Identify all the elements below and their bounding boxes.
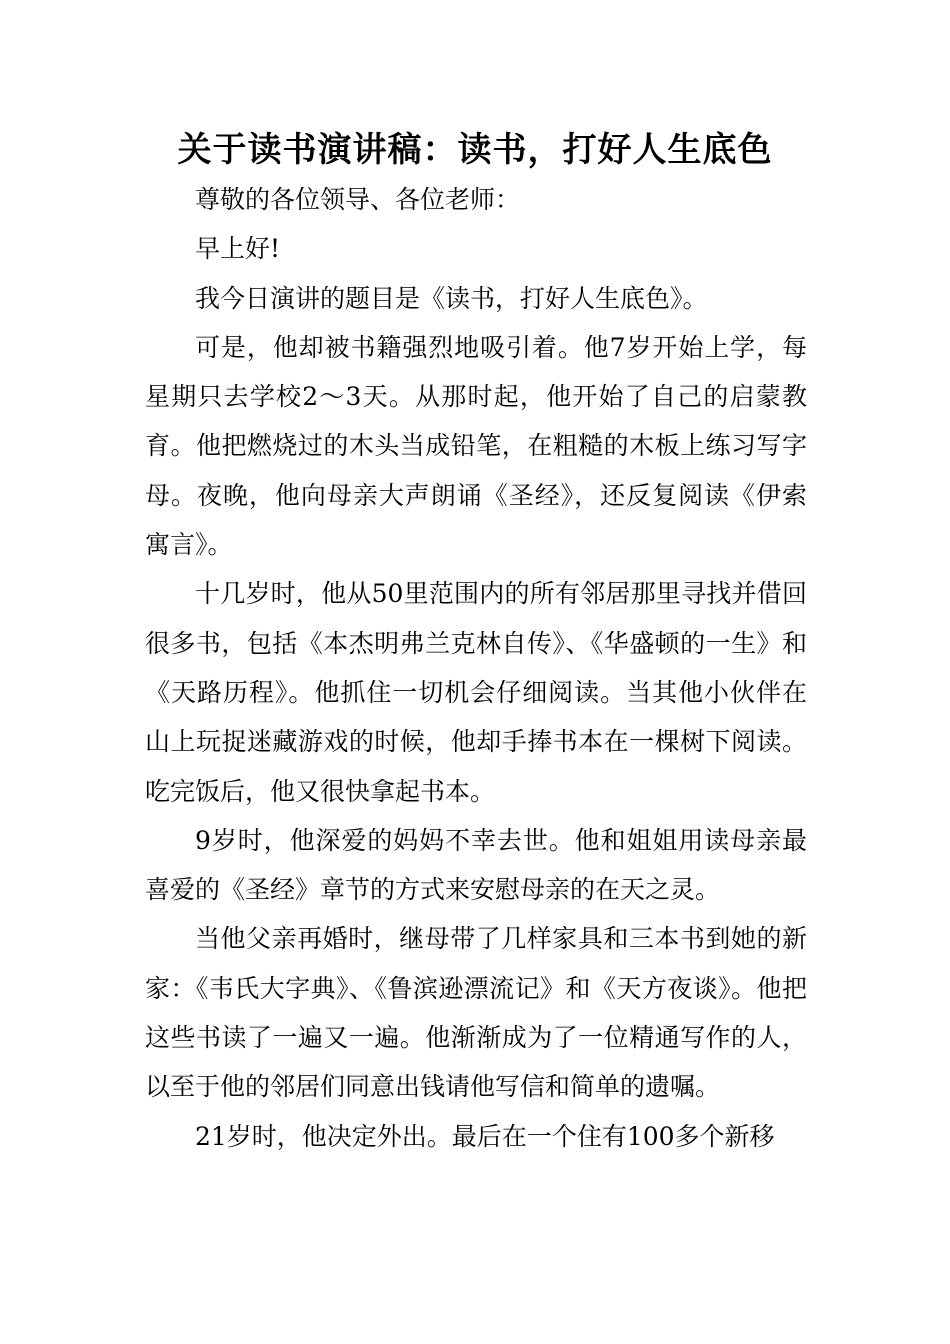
document-title: 关于读书演讲稿：读书，打好人生底色 — [177, 130, 773, 170]
document-body — [145, 175, 807, 1161]
paragraph-mother-death: 9岁时，他深爱的妈妈不幸去世。他和姐姐用读母亲最喜爱的《圣经》章节的方式来安慰母亲的在天之灵。 — [145, 825, 807, 905]
paragraph-leaving-home: 21岁时，他决定外出。最后在一个住有100多个新移 — [195, 1121, 775, 1151]
paragraph-greeting: 早上好! — [195, 234, 281, 264]
paragraph-topic: 我今日演讲的题目是《读书，打好人生底色》。 — [195, 283, 708, 313]
paragraph-salutation: 尊敬的各位领导、各位老师： — [195, 185, 521, 214]
paragraph-teen-reading: 十几岁时，他从50里范围内的所有邻居那里寻找并借回很多书，包括《本杰明弗兰克林自传》、《华盛顿的一生》和《天路历程》。他抓住一切机会仔细阅读。当其他小伙伴在山上玩捉迷藏游戏的时候，他却手捧书本在一棵树下阅读。吃完饭后，他又很快拿起书本。 — [145, 579, 807, 806]
paragraph-stepmother-books: 当他父亲再婚时，继母带了几样家具和三本书到她的新家：《韦氏大字典》、《鲁滨逊漂流记》和《天方夜谈》。他把这些书读了一遍又一遍。他渐渐成为了一位精通写作的人，以至于他的邻居们同意出钱请他写信和简单的遗嘱。 — [145, 924, 807, 1102]
paragraph-early-education: 可是，他却被书籍强烈地吸引着。他7岁开始上学，每星期只去学校2～3天。从那时起，他开始了自己的启蒙教育。他把燃烧过的木头当成铅笔，在粗糙的木板上练习写字母。夜晚，他向母亲大声朗诵《圣经》，还反复阅读《伊索寓言》。 — [145, 332, 807, 560]
